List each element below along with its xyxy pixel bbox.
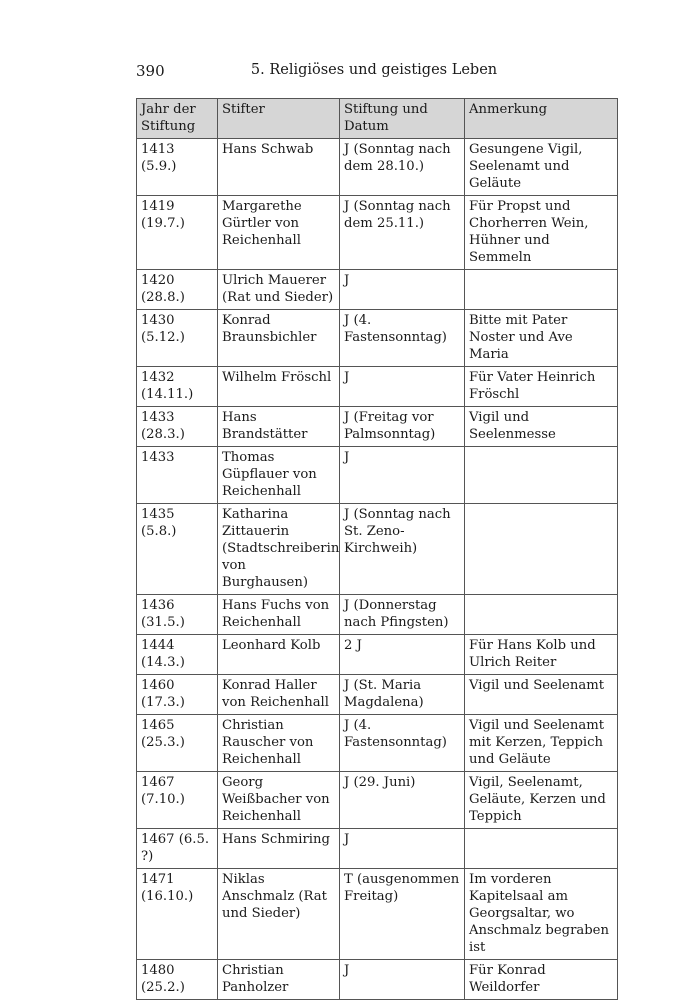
cell-remark [465, 504, 618, 595]
cell-founder: Wilhelm Fröschl [218, 367, 340, 407]
cell-foundation-date: J (St. Maria Magdalena) [340, 675, 465, 715]
cell-foundation-date: J [340, 367, 465, 407]
cell-founder: Konrad Haller von Reichenhall [218, 675, 340, 715]
table-row [137, 407, 618, 447]
cell-foundation-date: J (Sonntag nach dem 28.10.) [340, 139, 465, 196]
cell-year: 1444 (14.3.) [137, 635, 218, 675]
cell-year: 1413 (5.9.) [137, 139, 218, 196]
cell-year: 1467 (6.5. ?) [137, 829, 218, 869]
table-row [137, 270, 618, 310]
cell-year: 1433 [137, 447, 218, 504]
cell-year: 1420 (28.8.) [137, 270, 218, 310]
column-header-remark: Anmerkung [465, 99, 618, 139]
cell-founder: Katharina Zittauerin (Stadtschreiberin von Burghausen) [218, 504, 340, 595]
cell-founder: Hans Brandstätter [218, 407, 340, 447]
cell-founder: Christian Panholzer [218, 960, 340, 1000]
cell-year: 1435 (5.8.) [137, 504, 218, 595]
cell-year: 1465 (25.3.) [137, 715, 218, 772]
cell-year: 1467 (7.10.) [137, 772, 218, 829]
cell-founder: Christian Rauscher von Reichenhall [218, 715, 340, 772]
cell-foundation-date: J (Freitag vor Palmsonntag) [340, 407, 465, 447]
cell-foundation-date: J (4. Fastensonntag) [340, 310, 465, 367]
cell-founder: Niklas Anschmalz (Rat und Sieder) [218, 869, 340, 960]
cell-founder: Ulrich Mauerer (Rat und Sieder) [218, 270, 340, 310]
cell-founder: Leonhard Kolb [218, 635, 340, 675]
cell-remark: Für Hans Kolb und Ulrich Reiter [465, 635, 618, 675]
table-row [137, 367, 618, 407]
cell-year: 1436 (31.5.) [137, 595, 218, 635]
cell-founder: Thomas Güpflauer von Reichenhall [218, 447, 340, 504]
cell-foundation-date: J (Sonntag nach dem 25.11.) [340, 196, 465, 270]
foundations-table [136, 98, 618, 1000]
cell-year: 1460 (17.3.) [137, 675, 218, 715]
cell-foundation-date: J [340, 960, 465, 1000]
table-row [137, 595, 618, 635]
cell-foundation-date: J [340, 270, 465, 310]
cell-foundation-date: J (29. Juni) [340, 772, 465, 829]
column-header-founder: Stifter [218, 99, 340, 139]
table-row [137, 715, 618, 772]
table-row [137, 504, 618, 595]
cell-foundation-date: J (Sonntag nach St. Zeno-Kirchweih) [340, 504, 465, 595]
cell-remark: Vigil, Seelenamt, Geläute, Kerzen und Teppich [465, 772, 618, 829]
cell-remark: Für Vater Heinrich Fröschl [465, 367, 618, 407]
cell-remark: Vigil und Seelenamt mit Kerzen, Teppich und Geläute [465, 715, 618, 772]
table-row [137, 139, 618, 196]
table-row [137, 960, 618, 1000]
cell-remark: Für Konrad Weildorfer [465, 960, 618, 1000]
cell-remark [465, 595, 618, 635]
cell-foundation-date: T (ausgenommen Freitag) [340, 869, 465, 960]
cell-foundation-date: J (Donnerstag nach Pfingsten) [340, 595, 465, 635]
cell-year: 1432 (14.11.) [137, 367, 218, 407]
table-row [137, 829, 618, 869]
column-header-year: Jahr der Stiftung [137, 99, 218, 139]
cell-remark: Vigil und Seelenamt [465, 675, 618, 715]
cell-year: 1419 (19.7.) [137, 196, 218, 270]
cell-year: 1471 (16.10.) [137, 869, 218, 960]
cell-founder: Hans Fuchs von Reichenhall [218, 595, 340, 635]
cell-foundation-date: J [340, 829, 465, 869]
cell-founder: Georg Weißbacher von Reichenhall [218, 772, 340, 829]
page-number: 390 [136, 62, 165, 80]
table-row [137, 635, 618, 675]
cell-founder: Konrad Braunsbichler [218, 310, 340, 367]
table-row [137, 675, 618, 715]
cell-foundation-date: J (4. Fastensonntag) [340, 715, 465, 772]
cell-remark: Bitte mit Pater Noster und Ave Maria [465, 310, 618, 367]
cell-remark: Für Propst und Chorherren Wein, Hühner und Semmeln [465, 196, 618, 270]
table-row [137, 310, 618, 367]
cell-founder: Hans Schmiring [218, 829, 340, 869]
cell-remark [465, 447, 618, 504]
cell-year: 1430 (5.12.) [137, 310, 218, 367]
cell-founder: Margarethe Gürtler von Reichenhall [218, 196, 340, 270]
cell-year: 1433 (28.3.) [137, 407, 218, 447]
cell-remark: Vigil und Seelenmesse [465, 407, 618, 447]
cell-remark: Gesungene Vigil, Seelenamt und Geläute [465, 139, 618, 196]
table-header-row [137, 99, 618, 139]
cell-remark: Im vorderen Kapitelsaal am Georgsaltar, wo Anschmalz begraben ist [465, 869, 618, 960]
table-row [137, 196, 618, 270]
table-row [137, 772, 618, 829]
cell-remark [465, 829, 618, 869]
cell-foundation-date: 2 J [340, 635, 465, 675]
table-row [137, 869, 618, 960]
cell-foundation-date: J [340, 447, 465, 504]
running-head: 5. Religiöses und geistiges Leben [250, 62, 498, 78]
cell-founder: Hans Schwab [218, 139, 340, 196]
cell-year: 1480 (25.2.) [137, 960, 218, 1000]
table-row [137, 447, 618, 504]
column-header-foundation-date: Stiftung und Datum [340, 99, 465, 139]
cell-remark [465, 270, 618, 310]
